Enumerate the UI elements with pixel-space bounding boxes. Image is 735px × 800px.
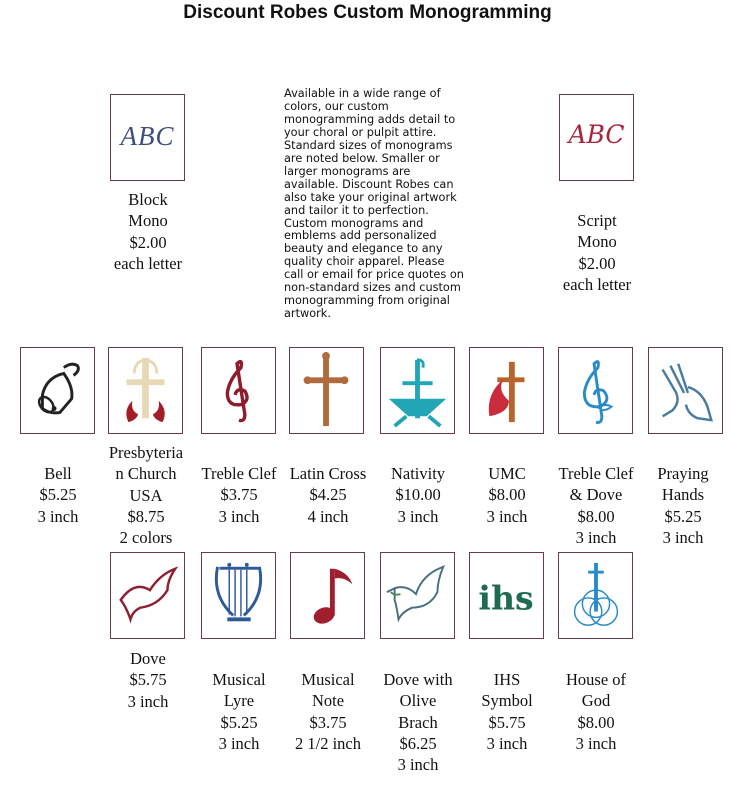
house-of-god-name-2: God (581, 691, 611, 711)
umc-tile (469, 347, 544, 434)
latin-cross-caption (278, 463, 378, 527)
musical-note-tile (290, 552, 365, 639)
bell-caption (8, 463, 108, 527)
presbyterian-name-1: Presbyteria (108, 443, 184, 462)
praying-hands-name-1: Praying (657, 464, 709, 483)
treble-clef-dove-caption (546, 463, 646, 548)
house-of-god-price: $8.00 (577, 712, 615, 732)
bell-name: Bell (44, 464, 72, 483)
musical-note-icon (291, 553, 364, 638)
script-mono-caption (547, 210, 647, 295)
musical-lyre-name-2: Lyre (223, 691, 255, 711)
script-mono-type: Mono (577, 232, 617, 252)
praying-hands-tile (648, 347, 723, 434)
umc-name: UMC (488, 464, 526, 483)
treble-clef-dove-name-1: Treble Clef (558, 464, 634, 483)
ihs-symbol-name-1: IHS (493, 670, 521, 689)
treble-clef-dove-tile (558, 347, 633, 434)
musical-lyre-price: $5.25 (220, 712, 258, 732)
praying-hands-size: 3 inch (662, 527, 704, 547)
nativity-caption (368, 463, 468, 527)
svg-text:ihs: ihs (478, 578, 534, 618)
treble-clef-dove-name-2: & Dove (569, 485, 623, 505)
presbyterian-caption (96, 442, 196, 548)
block-mono-price: $2.00 (129, 232, 167, 252)
musical-lyre-caption (189, 669, 289, 754)
house-of-god-tile (558, 552, 633, 639)
nativity-size: 3 inch (397, 506, 439, 526)
praying-hands-name-2: Hands (661, 485, 705, 505)
house-of-god-caption (546, 669, 646, 754)
nativity-icon (381, 348, 454, 433)
nativity-tile (380, 347, 455, 434)
block-mono-caption (98, 189, 198, 274)
latin-cross-size: 4 inch (307, 506, 349, 526)
block-mono-type: Mono (128, 211, 168, 231)
ihs-symbol-price: $5.75 (488, 712, 526, 732)
dove-olive-price: $6.25 (399, 733, 437, 753)
treble-clef-dove-size: 3 inch (575, 527, 617, 547)
house-of-god-size: 3 inch (575, 733, 617, 753)
ihs-symbol-size: 3 inch (486, 733, 528, 753)
block-mono-unit: each letter (113, 253, 183, 273)
musical-lyre-name-1: Musical (212, 670, 266, 689)
presbyterian-cross-icon (109, 348, 182, 433)
dove-size: 3 inch (127, 691, 169, 711)
umc-cross-flame-icon (470, 348, 543, 433)
musical-note-caption (278, 669, 378, 754)
treble-clef-size: 3 inch (218, 506, 260, 526)
dove-olive-tile (380, 552, 455, 639)
presbyterian-colors: 2 colors (119, 528, 173, 548)
ihs-symbol-caption (457, 669, 557, 754)
treble-clef-name: Treble Clef (201, 464, 277, 483)
nativity-price: $10.00 (395, 485, 441, 505)
latin-cross-tile (289, 347, 364, 434)
treble-clef-tile (201, 347, 276, 434)
musical-lyre-size: 3 inch (218, 733, 260, 753)
nativity-name: Nativity (390, 464, 446, 483)
dove-olive-caption (368, 669, 468, 775)
script-mono-sample: ABC (568, 120, 625, 149)
bell-size: 3 inch (37, 506, 79, 526)
presbyterian-name-3: USA (129, 485, 163, 505)
umc-caption (457, 463, 557, 527)
treble-clef-dove-price: $8.00 (577, 506, 615, 526)
treble-clef-price: $3.75 (220, 485, 258, 505)
musical-note-name-1: Musical (301, 670, 355, 689)
bell-icon (21, 348, 94, 433)
umc-size: 3 inch (486, 506, 528, 526)
ihs-symbol-icon (470, 553, 543, 638)
house-of-god-name-1: House of (565, 670, 627, 689)
latin-cross-name: Latin Cross (289, 464, 367, 483)
dove-icon (111, 553, 184, 638)
dove-olive-name-1: Dove with (383, 670, 453, 689)
musical-lyre-tile (201, 552, 276, 639)
dove-olive-name-3: Brach (398, 712, 438, 732)
praying-hands-caption (635, 463, 731, 548)
script-mono-tile (559, 94, 634, 181)
lyre-icon (202, 553, 275, 638)
block-mono-sample: ABC (120, 121, 175, 151)
latin-cross-price: $4.25 (309, 485, 347, 505)
ihs-symbol-name-2: Symbol (481, 691, 533, 711)
musical-note-name-2: Note (311, 691, 345, 711)
musical-note-size: 2 1/2 inch (295, 733, 361, 753)
umc-price: $8.00 (488, 485, 526, 505)
presbyterian-tile (108, 347, 183, 434)
script-mono-name: Script (577, 211, 617, 230)
latin-cross-icon (290, 348, 363, 433)
ihs-symbol-tile (469, 552, 544, 639)
dove-price: $5.75 (129, 670, 167, 690)
script-mono-price: $2.00 (578, 253, 616, 273)
dove-tile (110, 552, 185, 639)
dove-name: Dove (130, 649, 166, 668)
praying-hands-icon (649, 348, 722, 433)
dove-olive-name-2: Olive (399, 691, 437, 711)
dove-caption (98, 648, 198, 712)
treble-clef-caption (189, 463, 289, 527)
block-mono-tile (110, 94, 185, 181)
musical-note-price: $3.75 (309, 712, 347, 732)
bell-price: $5.25 (39, 485, 77, 505)
dove-olive-size: 3 inch (397, 755, 439, 775)
bell-tile (20, 347, 95, 434)
presbyterian-name-2: n Church (115, 464, 177, 484)
treble-clef-icon (202, 348, 275, 433)
dove-olive-icon (381, 553, 454, 638)
praying-hands-price: $5.25 (664, 506, 702, 526)
block-mono-name: Block (128, 190, 168, 209)
house-of-god-icon (559, 553, 632, 638)
presbyterian-price: $8.75 (127, 506, 165, 526)
script-mono-unit: each letter (562, 274, 632, 294)
treble-clef-dove-icon (559, 348, 632, 433)
intro-paragraph: Available in a wide range of colors, our custom monogramming adds detail to your choral or pulpit attire. Standard sizes of monograms are noted below. Smaller or larger monograms are available. Discount Robes can also take your original artwork and tailor it to perfection. Custom monograms and emblems add personalized beauty and elegance to any quality choir apparel. Please call or email for price quotes on non-standard sizes and custom monogramming from original artwork. (284, 87, 464, 321)
page-title: Discount Robes Custom Monogramming (183, 2, 552, 23)
